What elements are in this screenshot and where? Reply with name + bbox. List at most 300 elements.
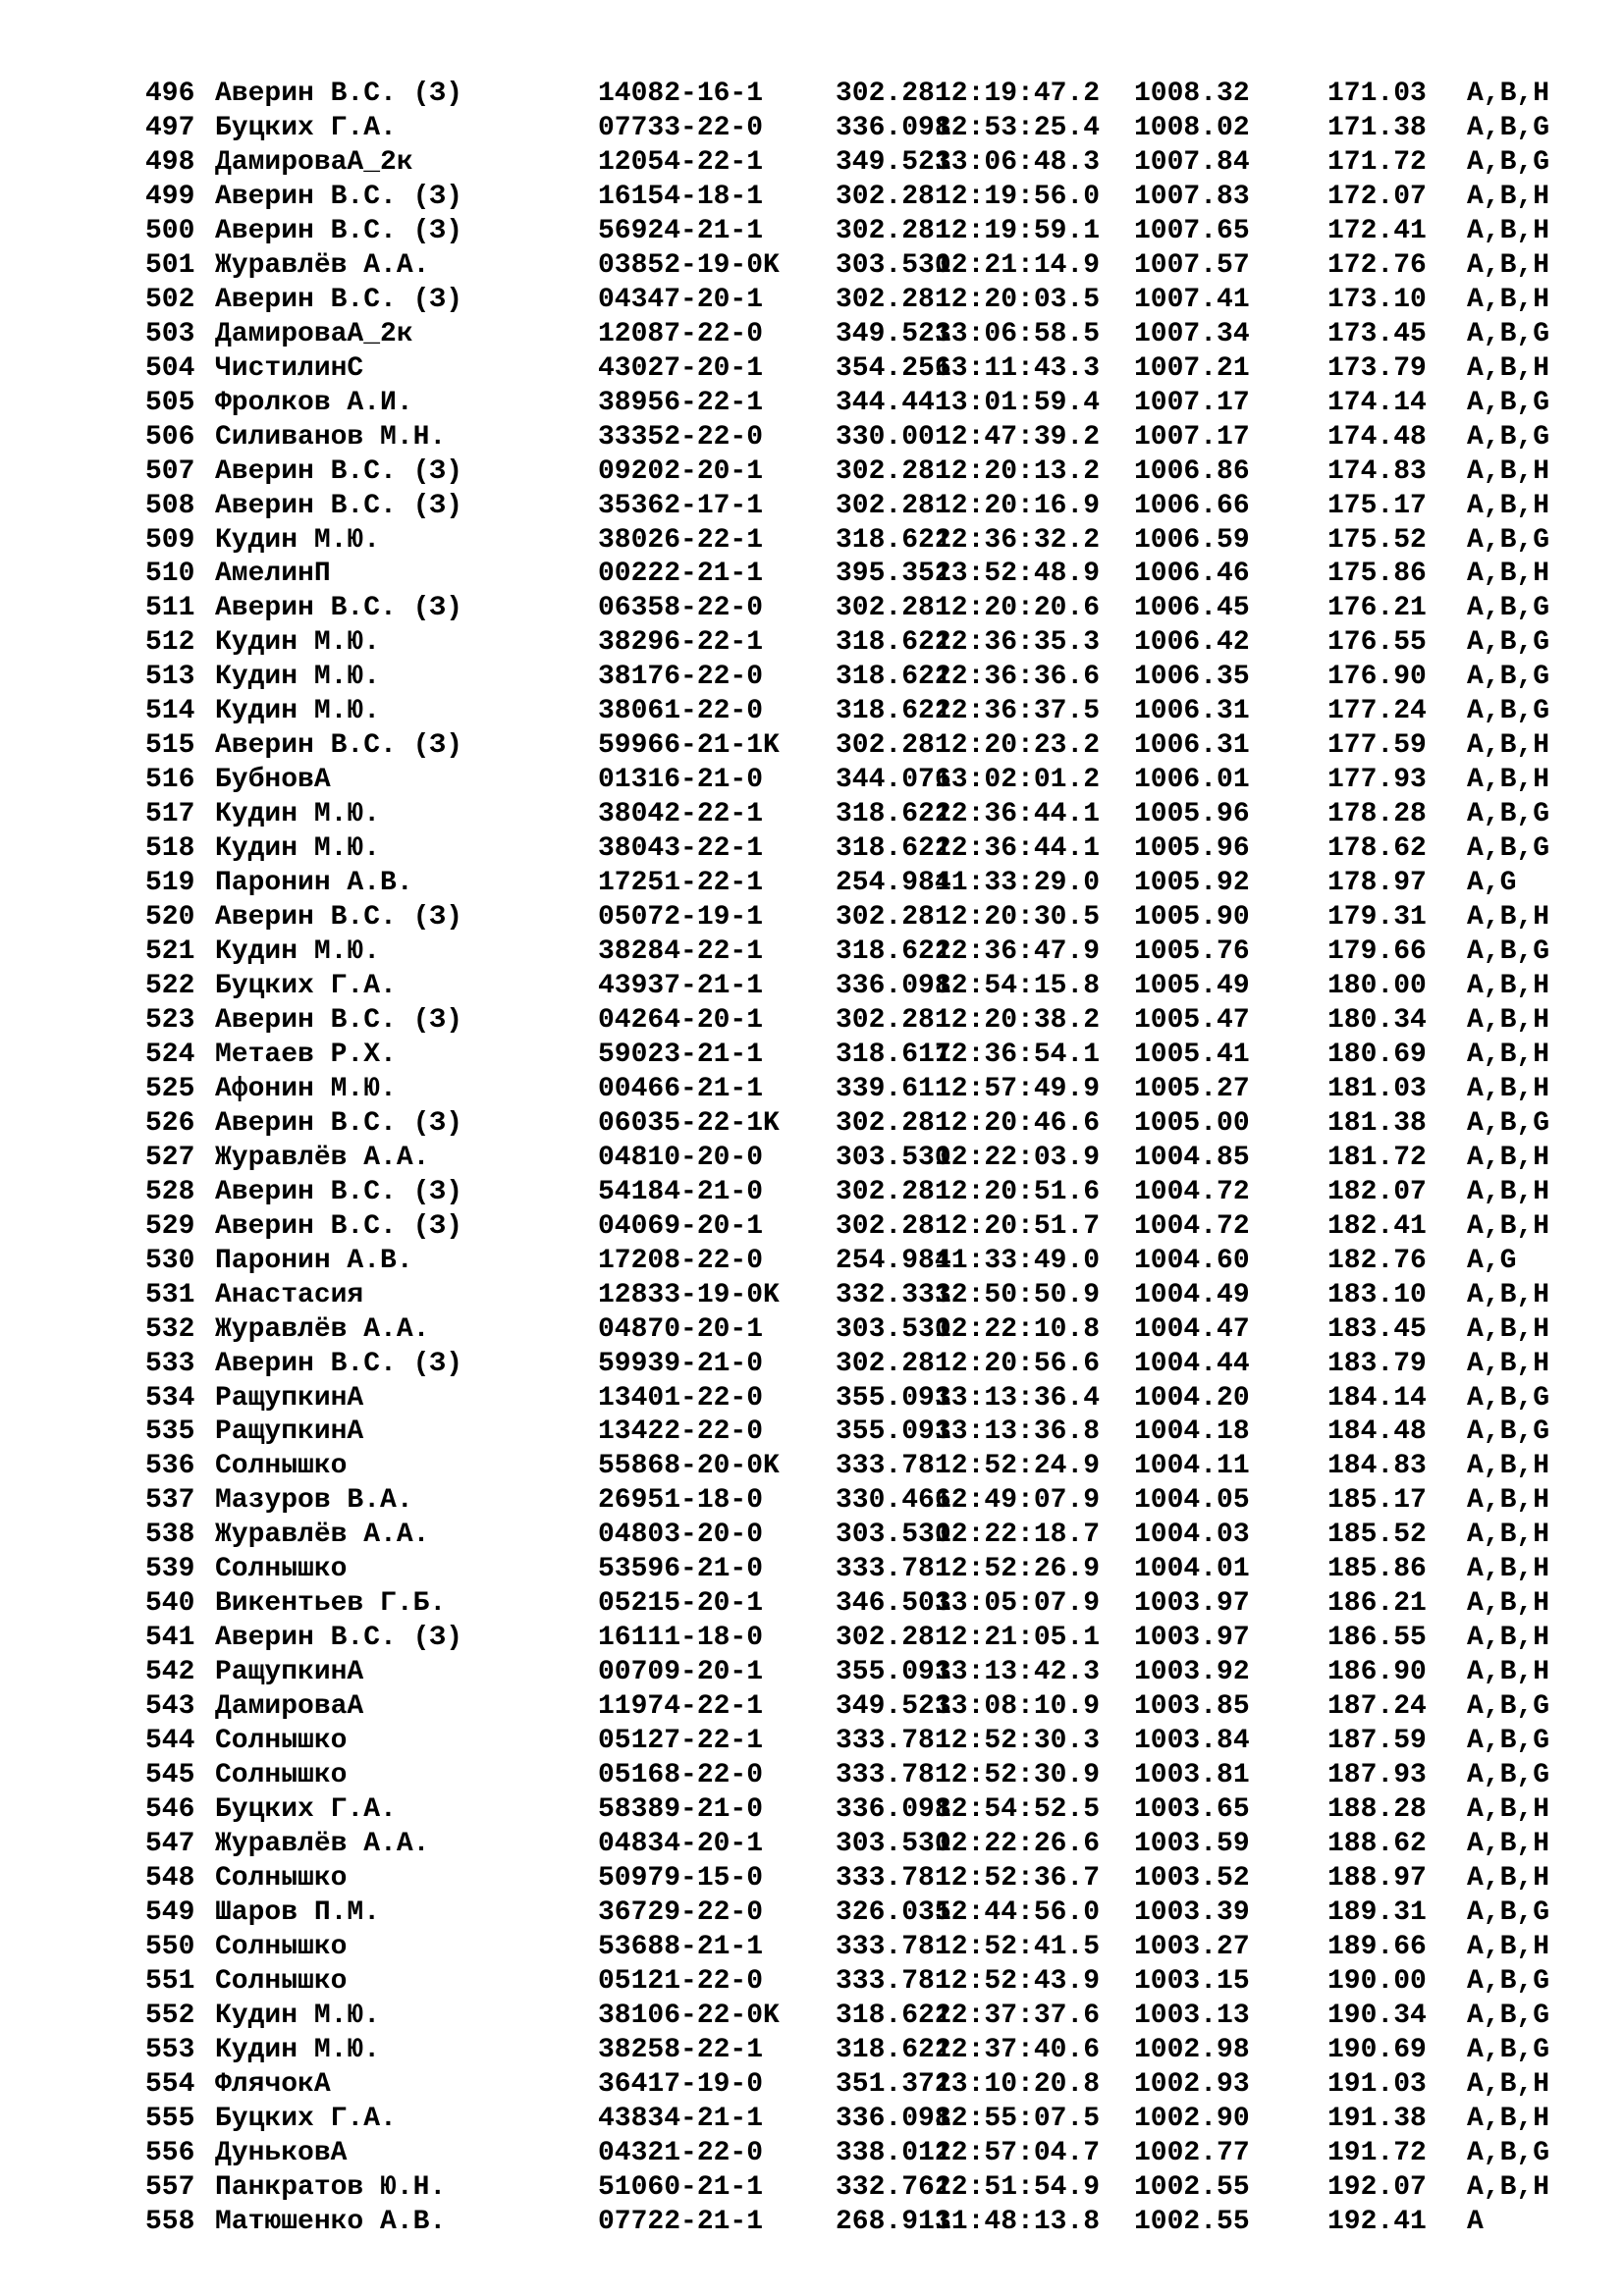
points: 178.28: [1327, 799, 1427, 830]
fancier-name: Солнышко: [215, 1554, 348, 1585]
speed: 1004.44: [1134, 1348, 1250, 1379]
row-number: 499: [145, 181, 195, 212]
distance: 355.093: [836, 1382, 951, 1414]
points: 184.83: [1327, 1451, 1427, 1482]
groups: A,B,H: [1467, 1554, 1550, 1585]
distance: 302.281: [836, 455, 951, 487]
ring-id: 00466-21-1: [598, 1073, 764, 1104]
points: 183.10: [1327, 1279, 1427, 1310]
fancier-name: Мазуров В.А.: [215, 1485, 413, 1517]
arrival-time: 12:19:56.0: [935, 181, 1101, 212]
table-row: [145, 248, 1569, 283]
groups: A,B,H: [1467, 1073, 1550, 1104]
arrival-time: 12:20:38.2: [935, 1004, 1101, 1036]
speed: 1005.49: [1134, 971, 1250, 1001]
points: 173.10: [1327, 284, 1427, 315]
arrival-time: 12:19:47.2: [935, 79, 1101, 109]
arrival-time: 12:44:56.0: [935, 1896, 1101, 1928]
arrival-time: 13:06:48.3: [935, 146, 1101, 178]
points: 180.34: [1327, 1004, 1427, 1036]
distance: 355.093: [836, 1657, 951, 1688]
points: 175.17: [1327, 490, 1427, 521]
distance: 349.523: [836, 1691, 951, 1723]
groups: A,B,H: [1467, 215, 1550, 246]
distance: 318.622: [836, 936, 951, 967]
arrival-time: 13:11:43.3: [935, 352, 1101, 384]
table-row: [145, 1038, 1569, 1072]
points: 178.97: [1327, 868, 1427, 899]
speed: 1004.72: [1134, 1210, 1250, 1242]
distance: 349.523: [836, 318, 951, 349]
row-number: 502: [145, 284, 195, 315]
row-number: 533: [145, 1348, 195, 1379]
fancier-name: Солнышко: [215, 1451, 348, 1482]
row-number: 541: [145, 1623, 195, 1654]
arrival-time: 12:55:07.5: [935, 2103, 1101, 2134]
fancier-name: ДамироваА_2к: [215, 146, 413, 178]
table-row: [145, 728, 1569, 763]
points: 175.52: [1327, 524, 1427, 556]
distance: 333.781: [836, 1554, 951, 1585]
arrival-time: 12:36:37.5: [935, 696, 1101, 727]
fancier-name: ЧистилинС: [215, 352, 364, 384]
row-number: 527: [145, 1142, 195, 1173]
table-row: [145, 1278, 1569, 1312]
distance: 318.622: [836, 799, 951, 830]
distance: 336.098: [836, 1794, 951, 1825]
row-number: 538: [145, 1520, 195, 1551]
distance: 302.281: [836, 902, 951, 933]
points: 182.41: [1327, 1210, 1427, 1242]
row-number: 521: [145, 936, 195, 967]
groups: A,B,G: [1467, 936, 1550, 967]
speed: 1003.84: [1134, 1726, 1250, 1757]
points: 175.86: [1327, 559, 1427, 590]
row-number: 558: [145, 2206, 195, 2237]
arrival-time: 12:20:51.7: [935, 1210, 1101, 1242]
table-row: [145, 386, 1569, 420]
speed: 1002.77: [1134, 2137, 1250, 2168]
ring-id: 13422-22-0: [598, 1416, 764, 1448]
arrival-time: 11:33:29.0: [935, 868, 1101, 899]
ring-id: 55868-20-0K: [598, 1451, 780, 1482]
distance: 326.035: [836, 1896, 951, 1928]
ring-id: 38043-22-1: [598, 833, 764, 865]
groups: A,B,H: [1467, 1279, 1550, 1310]
groups: A,B,G: [1467, 387, 1550, 418]
points: 191.38: [1327, 2103, 1427, 2134]
row-number: 532: [145, 1313, 195, 1345]
fancier-name: Аверин В.С. (З): [215, 284, 463, 315]
arrival-time: 12:22:26.6: [935, 1829, 1101, 1859]
fancier-name: ФлячокА: [215, 2068, 331, 2100]
table-row: [145, 1827, 1569, 1861]
arrival-time: 12:21:14.9: [935, 249, 1101, 281]
table-row: [145, 1209, 1569, 1244]
ring-id: 04803-20-0: [598, 1520, 764, 1551]
arrival-time: 13:08:10.9: [935, 1691, 1101, 1723]
fancier-name: Солнышко: [215, 1931, 348, 1962]
points: 176.21: [1327, 593, 1427, 624]
row-number: 519: [145, 868, 195, 899]
ring-id: 09202-20-1: [598, 455, 764, 487]
groups: A,B,G: [1467, 1896, 1550, 1928]
fancier-name: Аверин В.С. (З): [215, 1004, 463, 1036]
arrival-time: 12:20:23.2: [935, 730, 1101, 762]
fancier-name: Аверин В.С. (З): [215, 1623, 463, 1654]
distance: 318.622: [836, 524, 951, 556]
arrival-time: 11:33:49.0: [935, 1245, 1101, 1276]
distance: 303.530: [836, 1313, 951, 1345]
fancier-name: Кудин М.Ю.: [215, 833, 381, 865]
groups: A,B,G: [1467, 627, 1550, 659]
ring-id: 17251-22-1: [598, 868, 764, 899]
fancier-name: Викентьев Г.Б.: [215, 1588, 447, 1620]
table-row: [145, 77, 1569, 111]
distance: 303.530: [836, 1520, 951, 1551]
table-row: [145, 1518, 1569, 1552]
row-number: 544: [145, 1726, 195, 1757]
distance: 318.622: [836, 662, 951, 693]
fancier-name: Буцких Г.А.: [215, 2103, 397, 2134]
row-number: 518: [145, 833, 195, 865]
fancier-name: Анастасия: [215, 1279, 364, 1310]
row-number: 509: [145, 524, 195, 556]
arrival-time: 13:10:20.8: [935, 2068, 1101, 2100]
points: 185.86: [1327, 1554, 1427, 1585]
points: 191.72: [1327, 2137, 1427, 2168]
fancier-name: Солнышко: [215, 1862, 348, 1894]
arrival-time: 12:20:03.5: [935, 284, 1101, 315]
speed: 1002.93: [1134, 2068, 1250, 2100]
points: 181.03: [1327, 1073, 1427, 1104]
points: 185.17: [1327, 1485, 1427, 1517]
ring-id: 38106-22-0K: [598, 2000, 780, 2031]
fancier-name: Буцких Г.А.: [215, 971, 397, 1001]
points: 180.69: [1327, 1039, 1427, 1070]
points: 177.24: [1327, 696, 1427, 727]
speed: 1006.35: [1134, 662, 1250, 693]
arrival-time: 12:52:24.9: [935, 1451, 1101, 1482]
table-row: [145, 763, 1569, 797]
table-row: [145, 1106, 1569, 1141]
points: 190.69: [1327, 2034, 1427, 2065]
fancier-name: Буцких Г.А.: [215, 1794, 397, 1825]
table-row: [145, 1175, 1569, 1209]
row-number: 517: [145, 799, 195, 830]
table-row: [145, 2136, 1569, 2170]
arrival-time: 12:57:49.9: [935, 1073, 1101, 1104]
table-row: [145, 1312, 1569, 1347]
groups: A,B,G: [1467, 2034, 1550, 2065]
ring-id: 38176-22-0: [598, 662, 764, 693]
row-number: 516: [145, 765, 195, 796]
groups: A,B,H: [1467, 730, 1550, 762]
ring-id: 33352-22-0: [598, 421, 764, 453]
fancier-name: АмелинП: [215, 559, 331, 590]
speed: 1002.55: [1134, 2206, 1250, 2237]
points: 188.28: [1327, 1794, 1427, 1825]
row-number: 523: [145, 1004, 195, 1036]
table-row: [145, 1792, 1569, 1827]
points: 176.90: [1327, 662, 1427, 693]
fancier-name: Кудин М.Ю.: [215, 2034, 381, 2065]
ring-id: 07722-21-1: [598, 2206, 764, 2237]
table-row: [145, 1381, 1569, 1415]
distance: 336.098: [836, 971, 951, 1001]
distance: 302.281: [836, 1210, 951, 1242]
groups: A,B,G: [1467, 421, 1550, 453]
table-row: [145, 1689, 1569, 1724]
table-row: [145, 1655, 1569, 1689]
distance: 333.781: [836, 1760, 951, 1790]
arrival-time: 12:37:37.6: [935, 2000, 1101, 2031]
ring-id: 54184-21-0: [598, 1176, 764, 1207]
arrival-time: 12:20:56.6: [935, 1348, 1101, 1379]
speed: 1004.01: [1134, 1554, 1250, 1585]
table-row: [145, 351, 1569, 386]
distance: 303.530: [836, 249, 951, 281]
ring-id: 11974-22-1: [598, 1691, 764, 1723]
speed: 1004.85: [1134, 1142, 1250, 1173]
speed: 1005.92: [1134, 868, 1250, 899]
points: 171.72: [1327, 146, 1427, 178]
table-row: [145, 111, 1569, 145]
arrival-time: 12:36:44.1: [935, 799, 1101, 830]
distance: 395.352: [836, 559, 951, 590]
row-number: 496: [145, 79, 195, 109]
speed: 1004.05: [1134, 1485, 1250, 1517]
speed: 1004.03: [1134, 1520, 1250, 1551]
fancier-name: ДуньковА: [215, 2137, 348, 2168]
groups: A,B,H: [1467, 2068, 1550, 2100]
distance: 318.617: [836, 1039, 951, 1070]
arrival-time: 13:13:42.3: [935, 1657, 1101, 1688]
groups: A,B,G: [1467, 833, 1550, 865]
table-row: [145, 2033, 1569, 2067]
table-row: [145, 866, 1569, 900]
points: 186.21: [1327, 1588, 1427, 1620]
ring-id: 38042-22-1: [598, 799, 764, 830]
groups: A,B,H: [1467, 249, 1550, 281]
groups: A,B,H: [1467, 181, 1550, 212]
groups: A,G: [1467, 868, 1517, 899]
ring-id: 12087-22-0: [598, 318, 764, 349]
points: 174.48: [1327, 421, 1427, 453]
arrival-time: 12:52:41.5: [935, 1931, 1101, 1962]
speed: 1005.90: [1134, 902, 1250, 933]
groups: A,B,H: [1467, 902, 1550, 933]
distance: 318.622: [836, 2000, 951, 2031]
speed: 1007.41: [1134, 284, 1250, 315]
speed: 1005.96: [1134, 799, 1250, 830]
row-number: 520: [145, 902, 195, 933]
row-number: 556: [145, 2137, 195, 2168]
table-row: [145, 1244, 1569, 1278]
table-row: [145, 625, 1569, 660]
table-row: [145, 900, 1569, 934]
arrival-time: 12:37:40.6: [935, 2034, 1101, 2065]
fancier-name: Матюшенко А.В.: [215, 2206, 447, 2237]
distance: 332.333: [836, 1279, 951, 1310]
ring-id: 12833-19-0K: [598, 1279, 780, 1310]
distance: 302.281: [836, 593, 951, 624]
distance: 268.913: [836, 2206, 951, 2237]
points: 180.00: [1327, 971, 1427, 1001]
arrival-time: 12:52:30.3: [935, 1726, 1101, 1757]
table-row: [145, 489, 1569, 523]
groups: A,B,H: [1467, 490, 1550, 521]
table-row: [145, 660, 1569, 694]
groups: A,B,G: [1467, 593, 1550, 624]
table-row: [145, 420, 1569, 454]
fancier-name: Аверин В.С. (З): [215, 455, 463, 487]
groups: A,B,G: [1467, 1965, 1550, 1997]
groups: A,B,G: [1467, 318, 1550, 349]
points: 179.31: [1327, 902, 1427, 933]
arrival-time: 12:20:13.2: [935, 455, 1101, 487]
arrival-time: 13:13:36.4: [935, 1382, 1101, 1414]
arrival-time: 12:52:36.7: [935, 1862, 1101, 1894]
arrival-time: 12:36:35.3: [935, 627, 1101, 659]
groups: A,B,G: [1467, 1382, 1550, 1414]
ring-id: 58389-21-0: [598, 1794, 764, 1825]
fancier-name: Фролков А.И.: [215, 387, 413, 418]
fancier-name: Журавлёв А.А.: [215, 1142, 430, 1173]
row-number: 525: [145, 1073, 195, 1104]
arrival-time: 12:57:04.7: [935, 2137, 1101, 2168]
arrival-time: 13:13:36.8: [935, 1416, 1101, 1448]
row-number: 529: [145, 1210, 195, 1242]
ring-id: 04264-20-1: [598, 1004, 764, 1036]
groups: A,B,H: [1467, 352, 1550, 384]
table-row: [145, 1586, 1569, 1621]
points: 186.55: [1327, 1623, 1427, 1654]
distance: 346.503: [836, 1588, 951, 1620]
distance: 344.441: [836, 387, 951, 418]
ring-id: 51060-21-1: [598, 2171, 764, 2203]
arrival-time: 13:06:58.5: [935, 318, 1101, 349]
fancier-name: Паронин А.В.: [215, 868, 413, 899]
table-row: [145, 1724, 1569, 1758]
ring-id: 03852-19-0K: [598, 249, 780, 281]
groups: A,B,G: [1467, 696, 1550, 727]
table-row: [145, 591, 1569, 625]
row-number: 501: [145, 249, 195, 281]
groups: A,B,G: [1467, 1107, 1550, 1139]
fancier-name: Аверин В.С. (З): [215, 1176, 463, 1207]
row-number: 554: [145, 2068, 195, 2100]
fancier-name: Журавлёв А.А.: [215, 249, 430, 281]
row-number: 514: [145, 696, 195, 727]
distance: 302.281: [836, 79, 951, 109]
groups: A,B,G: [1467, 113, 1550, 143]
arrival-time: 13:05:07.9: [935, 1588, 1101, 1620]
ring-id: 05072-19-1: [598, 902, 764, 933]
arrival-time: 11:48:13.8: [935, 2206, 1101, 2237]
groups: A,B,H: [1467, 1004, 1550, 1036]
groups: A,B,H: [1467, 1039, 1550, 1070]
speed: 1003.59: [1134, 1829, 1250, 1859]
points: 174.14: [1327, 387, 1427, 418]
fancier-name: Кудин М.Ю.: [215, 524, 381, 556]
ring-id: 04069-20-1: [598, 1210, 764, 1242]
speed: 1007.17: [1134, 387, 1250, 418]
speed: 1003.92: [1134, 1657, 1250, 1688]
distance: 338.012: [836, 2137, 951, 2168]
fancier-name: РащупкинА: [215, 1657, 364, 1688]
table-row: [145, 1964, 1569, 1999]
groups: A: [1467, 2206, 1484, 2237]
table-row: [145, 2170, 1569, 2205]
points: 171.03: [1327, 79, 1427, 109]
distance: 355.093: [836, 1416, 951, 1448]
groups: A,B,H: [1467, 1176, 1550, 1207]
table-row: [145, 1896, 1569, 1930]
fancier-name: Аверин В.С. (З): [215, 215, 463, 246]
row-number: 542: [145, 1657, 195, 1688]
speed: 1004.47: [1134, 1313, 1250, 1345]
distance: 254.984: [836, 868, 951, 899]
row-number: 553: [145, 2034, 195, 2065]
row-number: 550: [145, 1931, 195, 1962]
groups: A,B,G: [1467, 662, 1550, 693]
fancier-name: Кудин М.Ю.: [215, 799, 381, 830]
points: 171.38: [1327, 113, 1427, 143]
speed: 1002.55: [1134, 2171, 1250, 2203]
speed: 1003.27: [1134, 1931, 1250, 1962]
points: 177.93: [1327, 765, 1427, 796]
distance: 302.281: [836, 1623, 951, 1654]
row-number: 511: [145, 593, 195, 624]
fancier-name: Солнышко: [215, 1760, 348, 1790]
ring-id: 35362-17-1: [598, 490, 764, 521]
arrival-time: 12:52:30.9: [935, 1760, 1101, 1790]
groups: A,B,H: [1467, 1794, 1550, 1825]
distance: 302.281: [836, 490, 951, 521]
ring-id: 06358-22-0: [598, 593, 764, 624]
speed: 1003.39: [1134, 1896, 1250, 1928]
fancier-name: РащупкинА: [215, 1416, 364, 1448]
ring-id: 53688-21-1: [598, 1931, 764, 1962]
distance: 333.781: [836, 1726, 951, 1757]
speed: 1002.90: [1134, 2103, 1250, 2134]
groups: A,B,G: [1467, 146, 1550, 178]
ring-id: 38026-22-1: [598, 524, 764, 556]
arrival-time: 12:36:54.1: [935, 1039, 1101, 1070]
arrival-time: 12:22:18.7: [935, 1520, 1101, 1551]
ring-id: 04810-20-0: [598, 1142, 764, 1173]
speed: 1007.34: [1134, 318, 1250, 349]
ring-id: 43937-21-1: [598, 971, 764, 1001]
ring-id: 12054-22-1: [598, 146, 764, 178]
ring-id: 14082-16-1: [598, 79, 764, 109]
ring-id: 05168-22-0: [598, 1760, 764, 1790]
groups: A,B,G: [1467, 1726, 1550, 1757]
fancier-name: Паронин А.В.: [215, 1245, 413, 1276]
groups: A,B,G: [1467, 1416, 1550, 1448]
speed: 1005.96: [1134, 833, 1250, 865]
row-number: 497: [145, 113, 195, 143]
groups: A,B,H: [1467, 1451, 1550, 1482]
fancier-name: БубновА: [215, 765, 331, 796]
speed: 1006.42: [1134, 627, 1250, 659]
row-number: 549: [145, 1896, 195, 1928]
fancier-name: Кудин М.Ю.: [215, 696, 381, 727]
table-row: [145, 1347, 1569, 1381]
arrival-time: 12:36:36.6: [935, 662, 1101, 693]
ring-id: 26951-18-0: [598, 1485, 764, 1517]
